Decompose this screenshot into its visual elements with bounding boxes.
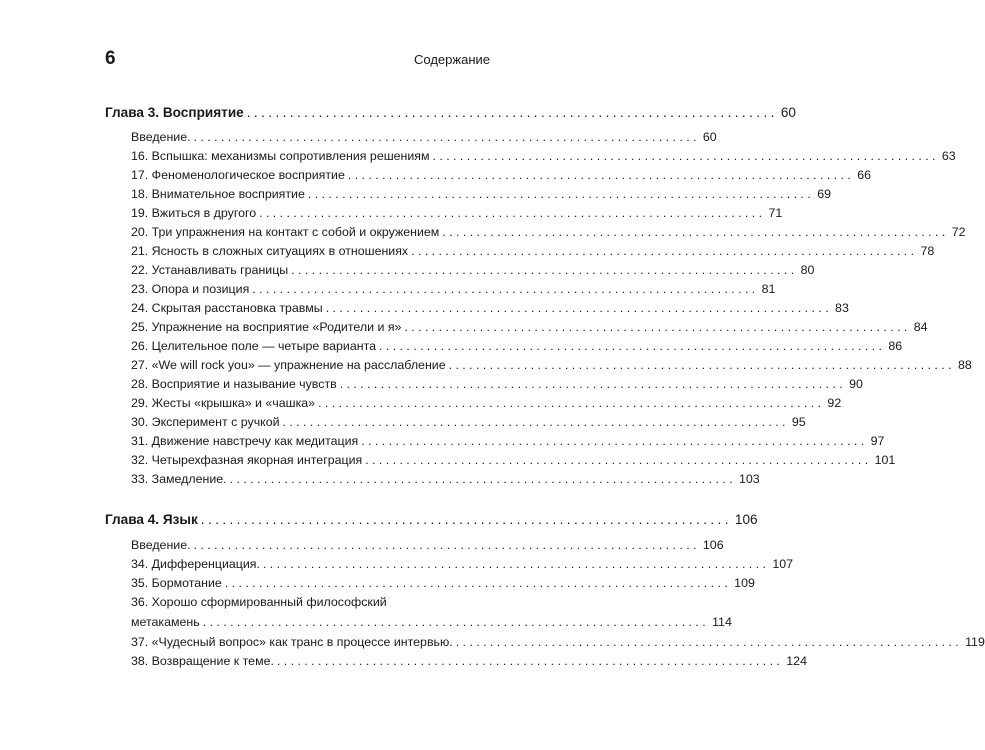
entry-title: 18. Внимательное восприятие: [131, 187, 305, 201]
dot-leader: ..........................................................................: [200, 512, 732, 527]
dot-leader: ..........................................................................: [282, 415, 789, 429]
dot-leader: ..........................................................................: [411, 244, 918, 258]
entry-title: 25. Упражнение на восприятие «Родители и я»: [131, 320, 402, 334]
toc-entry[interactable]: [131, 635, 985, 650]
page-ref: 86: [888, 339, 903, 353]
entry-title: 32. Четырехфазная якорная интеграция: [131, 453, 363, 467]
dot-leader: ..........................................................................: [379, 339, 886, 353]
page-ref: 63: [941, 149, 956, 163]
entry-title: 38. Возвращение к теме.: [131, 654, 274, 668]
toc-entry[interactable]: [131, 557, 794, 572]
dot-leader: ..........................................................................: [202, 615, 710, 629]
page-ref: 78: [920, 244, 935, 258]
dot-leader: ..........................................................................: [262, 557, 770, 571]
dot-leader: ..........................................................................: [442, 225, 949, 239]
toc-entry[interactable]: [131, 301, 849, 316]
dot-leader: ..........................................................................: [291, 263, 798, 277]
entry-title: 31. Движение навстречу как медитация: [131, 434, 359, 448]
entry-title: 16. Вспышка: механизмы сопротивления решениям: [131, 149, 430, 163]
page-ref: 95: [791, 415, 806, 429]
entry-title: 20. Три упражнения на контакт с собой и окружением: [131, 225, 440, 239]
dot-leader: ..........................................................................: [365, 453, 872, 467]
page-ref: 106: [734, 512, 758, 527]
dot-leader: ..........................................................................: [339, 377, 847, 391]
page-ref: 92: [827, 396, 842, 410]
entry-title: 29. Жесты «крышка» и «чашка»: [131, 396, 316, 410]
dot-leader: ..........................................................................: [361, 434, 868, 448]
entry-title: 27. «We will rock you» — упражнение на расслабление: [131, 358, 446, 372]
entry-title: 26. Целительное поле — четыре варианта: [131, 339, 377, 353]
page-ref: 71: [768, 206, 783, 220]
toc-entry[interactable]: [131, 434, 885, 449]
dot-leader: ..........................................................................: [276, 654, 784, 668]
page-ref: 119: [965, 635, 985, 649]
page-ref: 60: [702, 130, 717, 144]
page-ref: 80: [800, 263, 815, 277]
toc-entry[interactable]: [131, 244, 935, 259]
page-ref: 107: [772, 557, 794, 571]
running-header: Содержание: [414, 52, 490, 67]
entry-title: 28. Восприятие и называние чувств: [131, 377, 337, 391]
toc-entry[interactable]: [131, 187, 832, 202]
page-number: 6: [105, 48, 116, 69]
page-ref: 90: [849, 377, 863, 391]
page-ref: 72: [951, 225, 966, 239]
dot-leader: ..........................................................................: [307, 187, 815, 201]
entry-title: 34. Дифференциация.: [131, 557, 260, 571]
toc-chapter-4[interactable]: [105, 512, 758, 527]
toc-entry[interactable]: [131, 358, 972, 373]
entry-title: 17. Феноменологическое восприятие: [131, 168, 345, 182]
dot-leader: ..........................................................................: [224, 576, 732, 590]
dot-leader: ..........................................................................: [318, 396, 825, 410]
toc-entry[interactable]: [131, 282, 776, 297]
page-ref: 106: [702, 538, 724, 552]
page-ref: 88: [957, 358, 972, 372]
toc-entry[interactable]: [131, 472, 760, 487]
dot-leader: ..........................................................................: [252, 282, 759, 296]
toc-entry[interactable]: [131, 149, 956, 164]
dot-leader: ..........................................................................: [404, 320, 911, 334]
entry-title: Введение.: [131, 130, 191, 144]
toc-entry[interactable]: [131, 654, 807, 669]
toc-entry[interactable]: [131, 168, 872, 183]
entry-title: 37. «Чудесный вопрос» как транс в процессе интервью.: [131, 635, 453, 649]
entry-title: 24. Скрытая расстановка травмы: [131, 301, 323, 315]
page-ref: 60: [780, 105, 796, 120]
entry-title: 33. Замедление.: [131, 472, 227, 486]
dot-leader: ..........................................................................: [432, 149, 939, 163]
dot-leader: ..........................................................................: [325, 301, 833, 315]
dot-leader: ..........................................................................: [193, 130, 700, 144]
toc-entry[interactable]: [131, 415, 806, 430]
entry-title: 19. Вжиться в другого: [131, 206, 257, 220]
page-ref: 83: [835, 301, 849, 315]
dot-leader: ..........................................................................: [347, 168, 855, 182]
entry-title: 35. Бормотание: [131, 576, 222, 590]
toc-entry[interactable]: [131, 320, 928, 335]
page-ref: 84: [913, 320, 928, 334]
page-ref: 97: [870, 434, 885, 448]
page-ref: 66: [857, 168, 872, 182]
entry-title-continued: метакамень: [131, 615, 200, 629]
page-ref: 114: [712, 615, 732, 629]
entry-title: 30. Эксперимент с ручкой: [131, 415, 280, 429]
entry-title: 36. Хорошо сформированный философский: [131, 595, 387, 609]
entry-title: 21. Ясность в сложных ситуациях в отношениях: [131, 244, 409, 258]
page-ref: 124: [786, 654, 807, 668]
toc-entry[interactable]: [131, 576, 755, 591]
page-ref: 101: [874, 453, 896, 467]
dot-leader: ..........................................................................: [246, 105, 778, 120]
chapter-title: Глава 3. Восприятие: [105, 105, 244, 120]
dot-leader: ..........................................................................: [448, 358, 955, 372]
toc-chapter-3[interactable]: [105, 105, 796, 120]
toc-entry[interactable]: [131, 206, 783, 221]
toc-entry[interactable]: [131, 263, 815, 278]
dot-leader: ..........................................................................: [229, 472, 736, 486]
toc-entry[interactable]: [131, 453, 896, 468]
toc-entry[interactable]: [131, 130, 717, 145]
entry-title: 23. Опора и позиция: [131, 282, 250, 296]
page-ref: 103: [739, 472, 760, 486]
page-ref: 109: [734, 576, 755, 590]
page-ref: 81: [761, 282, 776, 296]
entry-title: 22. Устанавливать границы: [131, 263, 289, 277]
dot-leader: ..........................................................................: [259, 206, 766, 220]
toc-entry[interactable]: [131, 377, 863, 392]
chapter-title: Глава 4. Язык: [105, 512, 198, 527]
dot-leader: ..........................................................................: [455, 635, 963, 649]
toc-entry[interactable]: [131, 538, 724, 553]
toc-entry[interactable]: [131, 339, 903, 354]
entry-title: Введение.: [131, 538, 191, 552]
toc-entry[interactable]: [131, 396, 842, 411]
page-ref: 69: [817, 187, 832, 201]
toc-entry[interactable]: [131, 592, 732, 632]
dot-leader: ..........................................................................: [193, 538, 700, 552]
toc-entry[interactable]: [131, 225, 966, 240]
